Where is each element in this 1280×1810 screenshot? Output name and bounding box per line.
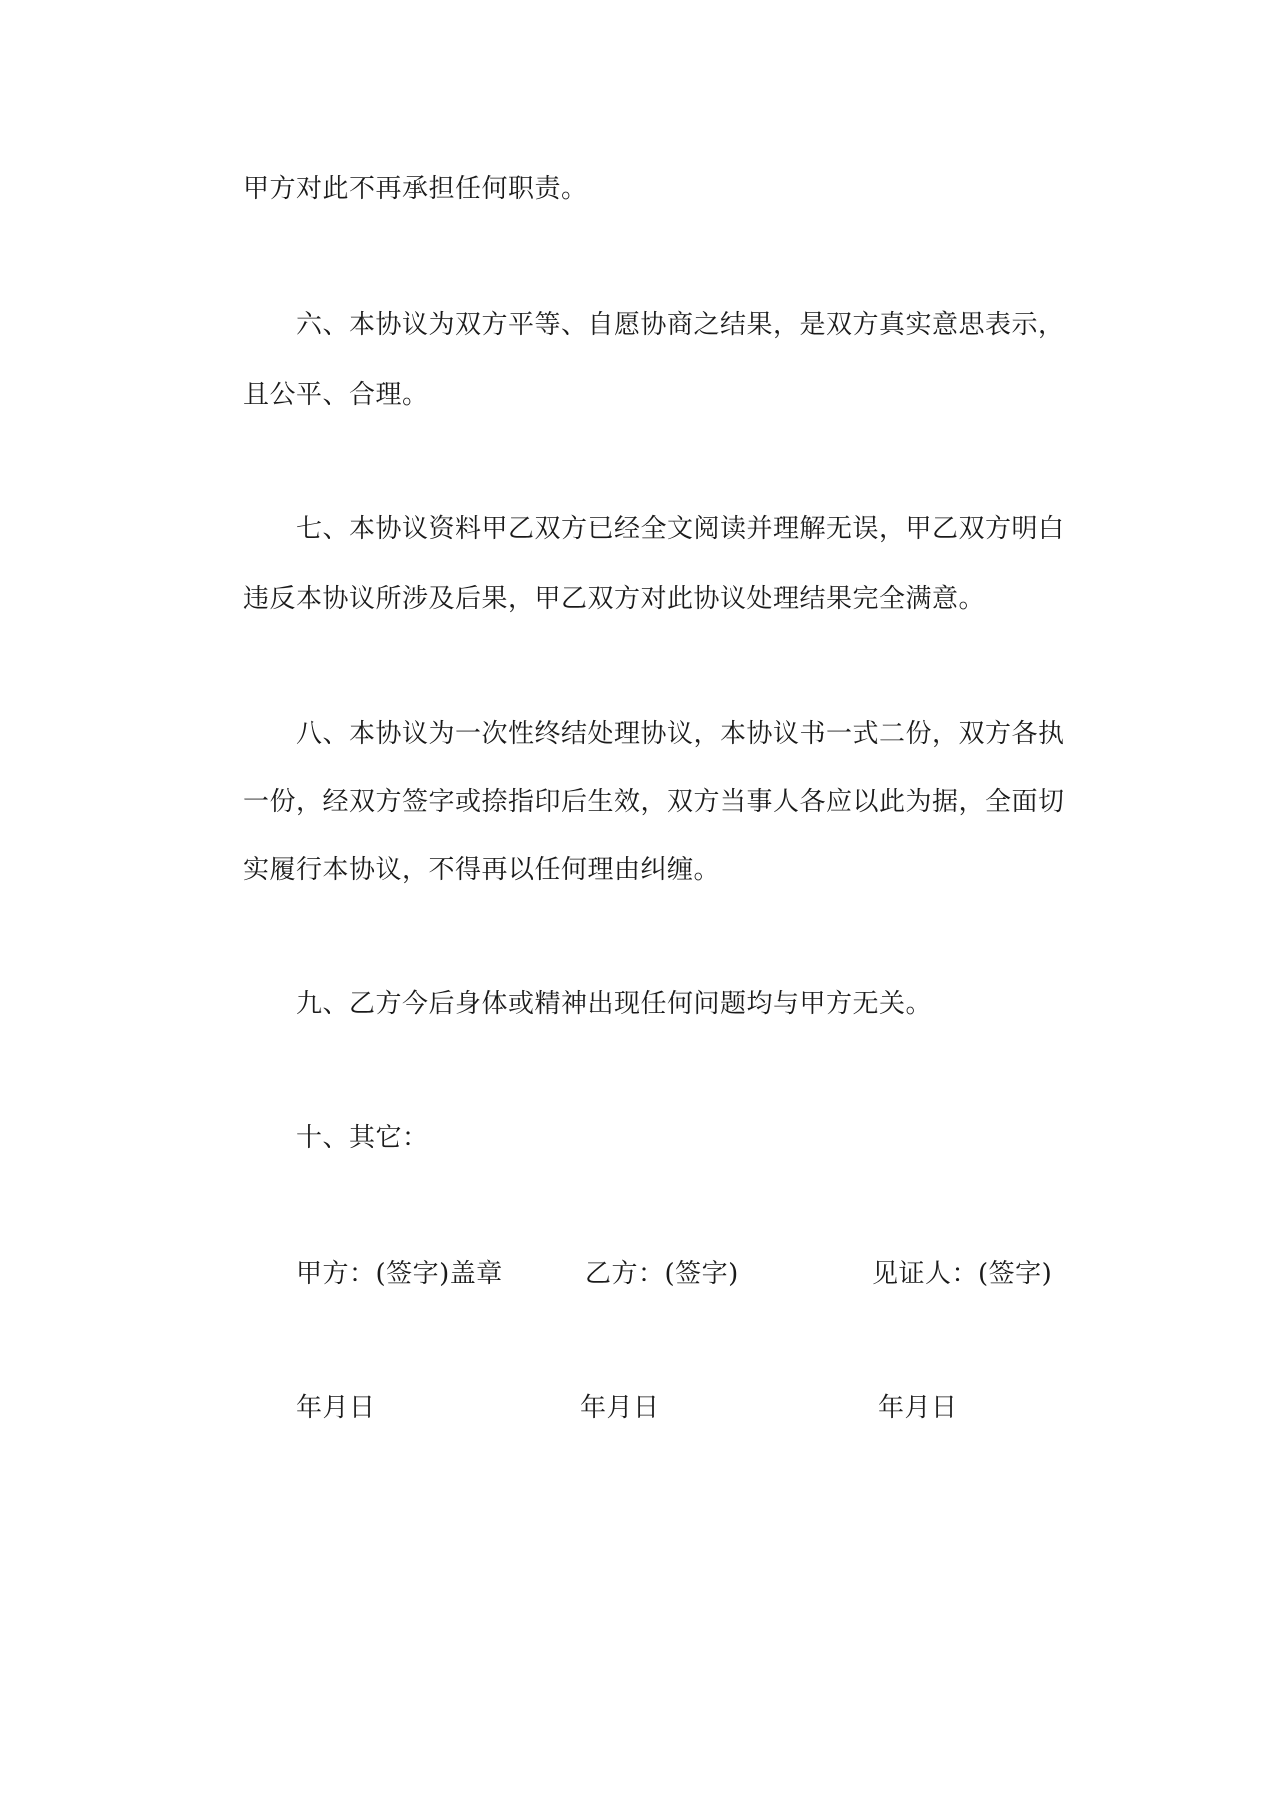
paragraph-8-line-2: 一份，经双方签字或捺指印后生效，双方当事人各应以此为据，全面切 xyxy=(243,787,1065,817)
paragraph-6-line-1: 六、本协议为双方平等、自愿协商之结果，是双方真实意思表示， xyxy=(296,310,1065,340)
paragraph-9-line-1: 九、乙方今后身体或精神出现任何问题均与甲方无关。 xyxy=(296,989,933,1019)
signature-witness: 见证人：(签字) xyxy=(872,1259,1053,1289)
paragraph-8-line-1: 八、本协议为一次性终结处理协议，本协议书一式二份，双方各执 xyxy=(296,719,1065,749)
date-witness: 年月日 xyxy=(878,1393,958,1423)
signature-party-b: 乙方：(签字) xyxy=(585,1259,739,1289)
paragraph-8-line-3: 实履行本协议，不得再以任何理由纠缠。 xyxy=(243,855,721,885)
paragraph-7-line-2: 违反本协议所涉及后果，甲乙双方对此协议处理结果完全满意。 xyxy=(243,584,986,614)
paragraph-5-line-1: 甲方对此不再承担任何职责。 xyxy=(243,174,588,204)
signature-party-a: 甲方：(签字)盖章 xyxy=(296,1259,503,1289)
date-party-b: 年月日 xyxy=(580,1393,660,1423)
date-party-a: 年月日 xyxy=(296,1393,376,1423)
paragraph-10-line-1: 十、其它： xyxy=(296,1123,429,1153)
paragraph-7-line-1: 七、本协议资料甲乙双方已经全文阅读并理解无误，甲乙双方明白 xyxy=(296,514,1065,544)
paragraph-6-line-2: 且公平、合理。 xyxy=(243,380,429,410)
